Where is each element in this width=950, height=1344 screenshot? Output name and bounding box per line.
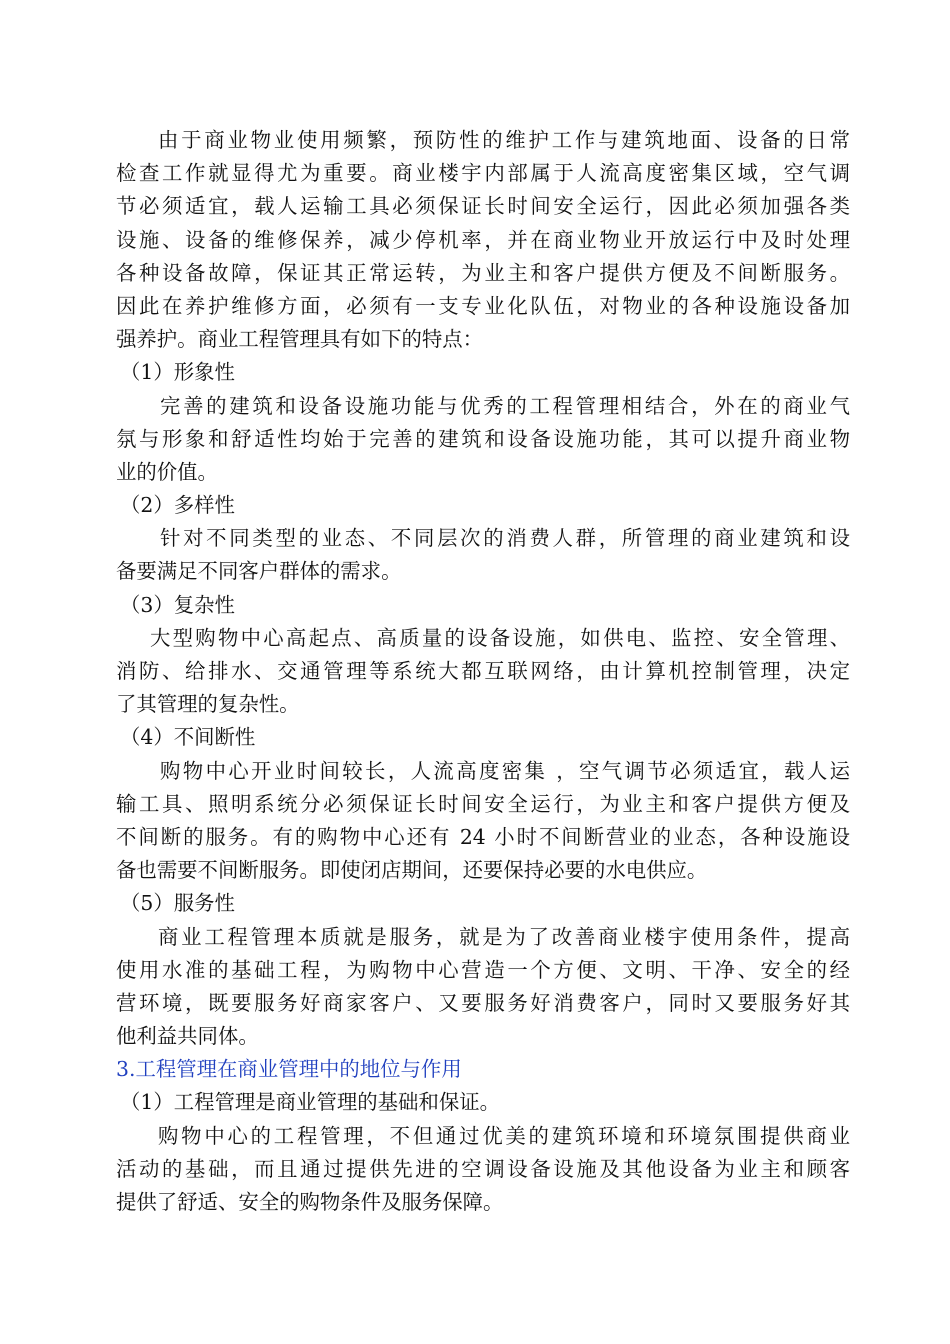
paragraph-line: 备也需要不间断服务。即使闭店期间，还要保持必要的水电供应。: [116, 858, 708, 883]
paragraph-line: 营环境，既要服务好商家客户、又要服务好消费客户，同时又要服务好其: [116, 990, 850, 1015]
paragraph-line: 针对不同类型的业态、不同层次的消费人群，所管理的商业建筑和设: [160, 526, 850, 551]
item-heading: （1）形象性: [120, 360, 235, 385]
item-continuity: [116, 721, 850, 887]
document-page: [116, 124, 850, 1219]
item-heading: （3）复杂性: [120, 592, 235, 617]
paragraph-line: 各种设备故障，保证其正常运转，为业主和客户提供方便及不间断服务。: [116, 260, 850, 285]
item-diversity: [116, 489, 850, 589]
paragraph-line: 强养护。商业工程管理具有如下的特点：: [116, 327, 484, 352]
paragraph-line: 氛与形象和舒适性均始于完善的建筑和设备设施功能，其可以提升商业物: [116, 426, 850, 451]
section-3: [116, 1053, 850, 1219]
paragraph-line: 了其管理的复杂性。: [116, 692, 300, 717]
paragraph-line: 大型购物中心高起点、高质量的设备设施，如供电、监控、安全管理、: [150, 625, 850, 650]
intro-paragraph: [116, 124, 850, 356]
paragraph-line: 备要满足不同客户群体的需求。: [116, 559, 402, 584]
item-image: [116, 356, 850, 489]
paragraph-line: 消防、给排水、交通管理等系统大都互联网络，由计算机控制管理，决定: [116, 659, 850, 683]
item-heading: （5）服务性: [120, 891, 235, 916]
paragraph-line: 使用水准的基础工程，为购物中心营造一个方便、文明、干净、安全的经: [116, 957, 850, 982]
paragraph-line: 由于商业物业使用频繁，预防性的维护工作与建筑地面、设备的日常: [158, 128, 850, 152]
paragraph-line: 提供了舒适、安全的购物条件及服务保障。: [116, 1190, 504, 1214]
paragraph-line: 设施、设备的维修保养，减少停机率，并在商业物业开放运行中及时处理: [116, 227, 850, 252]
paragraph-line: 他利益共同体。: [116, 1024, 259, 1049]
paragraph-line: 输工具、照明系统分必须保证长时间安全运行，为业主和客户提供方便及: [116, 791, 850, 816]
paragraph-line: 业的价值。: [116, 459, 218, 484]
paragraph-line: 不间断的服务。有的购物中心还有 24 小时不间断营业的业态，各种设施设: [116, 824, 850, 849]
item-heading: （4）不间断性: [120, 725, 256, 750]
paragraph-line: 完善的建筑和设备设施功能与优秀的工程管理相结合，外在的商业气: [160, 393, 850, 418]
item-service: [116, 887, 850, 1053]
paragraph-line: 节必须适宜，载人运输工具必须保证长时间安全运行，因此必须加强各类: [116, 194, 850, 219]
item-heading: （2）多样性: [120, 493, 235, 518]
paragraph-line: 购物中心的工程管理，不但通过优美的建筑环境和环境氛围提供商业: [158, 1123, 850, 1148]
paragraph-line: 检查工作就显得尤为重要。商业楼宇内部属于人流高度密集区域，空气调: [116, 161, 850, 186]
paragraph-line: 购物中心开业时间较长，人流高度密集 ，空气调节必须适宜，载人运: [160, 758, 850, 783]
section-title: 3.工程管理在商业管理中的地位与作用: [116, 1057, 462, 1082]
item-complexity: [116, 589, 850, 722]
item-heading: （1）工程管理是商业管理的基础和保证。: [120, 1090, 501, 1115]
paragraph-line: 商业工程管理本质就是服务，就是为了改善商业楼宇使用条件，提高: [158, 924, 850, 949]
paragraph-line: 因此在养护维修方面，必须有一支专业化队伍，对物业的各种设施设备加: [116, 293, 850, 318]
paragraph-line: 活动的基础，而且通过提供先进的空调设备设施及其他设备为业主和顾客: [116, 1156, 850, 1181]
